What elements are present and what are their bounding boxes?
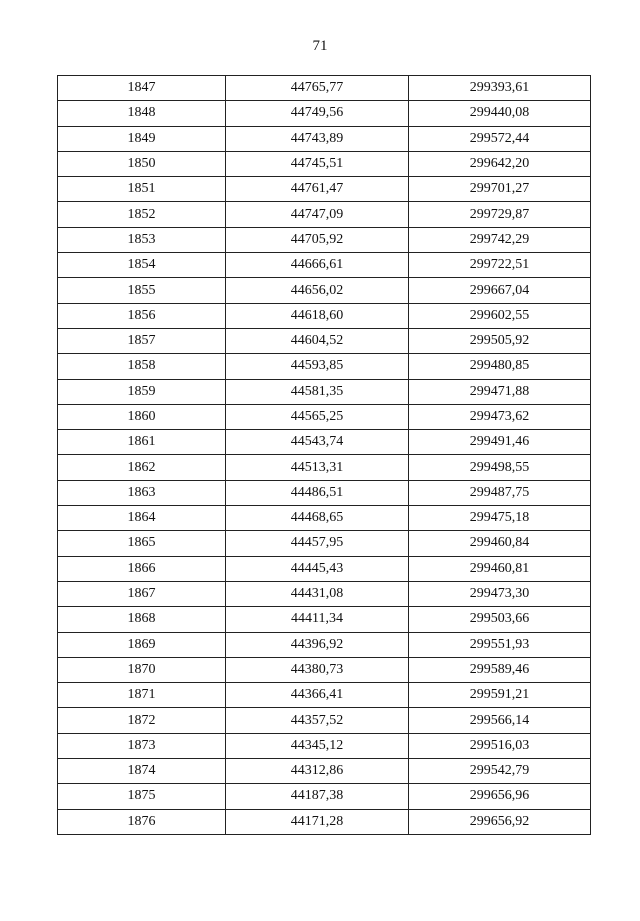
- x-coordinate-cell: 44445,43: [226, 556, 409, 581]
- x-coordinate-cell: 44513,31: [226, 455, 409, 480]
- x-coordinate-cell: 44187,38: [226, 784, 409, 809]
- x-coordinate-cell: 44396,92: [226, 632, 409, 657]
- point-number-cell: 1873: [58, 733, 226, 758]
- point-number-cell: 1851: [58, 177, 226, 202]
- y-coordinate-cell: 299471,88: [409, 379, 591, 404]
- x-coordinate-cell: 44366,41: [226, 683, 409, 708]
- y-coordinate-cell: 299742,29: [409, 227, 591, 252]
- table-row: [58, 784, 591, 809]
- y-coordinate-cell: 299722,51: [409, 253, 591, 278]
- point-number-cell: 1867: [58, 581, 226, 606]
- page-number: 71: [312, 38, 328, 54]
- y-coordinate-cell: 299440,08: [409, 101, 591, 126]
- x-coordinate-cell: 44656,02: [226, 278, 409, 303]
- table-row: [58, 581, 591, 606]
- y-coordinate-cell: 299656,92: [409, 809, 591, 834]
- y-coordinate-cell: 299516,03: [409, 733, 591, 758]
- y-coordinate-cell: 299542,79: [409, 759, 591, 784]
- x-coordinate-cell: 44543,74: [226, 430, 409, 455]
- coordinates-table-body: [58, 76, 591, 835]
- point-number-cell: 1861: [58, 430, 226, 455]
- table-row: [58, 202, 591, 227]
- table-row: [58, 657, 591, 682]
- point-number-cell: 1858: [58, 354, 226, 379]
- table-row: [58, 303, 591, 328]
- point-number-cell: 1863: [58, 480, 226, 505]
- x-coordinate-cell: 44765,77: [226, 76, 409, 101]
- point-number-cell: 1856: [58, 303, 226, 328]
- x-coordinate-cell: 44345,12: [226, 733, 409, 758]
- y-coordinate-cell: 299498,55: [409, 455, 591, 480]
- point-number-cell: 1849: [58, 126, 226, 151]
- point-number-cell: 1853: [58, 227, 226, 252]
- point-number-cell: 1869: [58, 632, 226, 657]
- x-coordinate-cell: 44618,60: [226, 303, 409, 328]
- x-coordinate-cell: 44747,09: [226, 202, 409, 227]
- x-coordinate-cell: 44486,51: [226, 480, 409, 505]
- x-coordinate-cell: 44411,34: [226, 607, 409, 632]
- point-number-cell: 1848: [58, 101, 226, 126]
- y-coordinate-cell: 299487,75: [409, 480, 591, 505]
- x-coordinate-cell: 44468,65: [226, 506, 409, 531]
- point-number-cell: 1864: [58, 506, 226, 531]
- y-coordinate-cell: 299460,81: [409, 556, 591, 581]
- y-coordinate-cell: 299729,87: [409, 202, 591, 227]
- table-row: [58, 379, 591, 404]
- x-coordinate-cell: 44593,85: [226, 354, 409, 379]
- y-coordinate-cell: 299589,46: [409, 657, 591, 682]
- x-coordinate-cell: 44581,35: [226, 379, 409, 404]
- point-number-cell: 1876: [58, 809, 226, 834]
- point-number-cell: 1865: [58, 531, 226, 556]
- point-number-cell: 1874: [58, 759, 226, 784]
- table-row: [58, 126, 591, 151]
- y-coordinate-cell: 299505,92: [409, 328, 591, 353]
- y-coordinate-cell: 299473,30: [409, 581, 591, 606]
- x-coordinate-cell: 44380,73: [226, 657, 409, 682]
- y-coordinate-cell: 299602,55: [409, 303, 591, 328]
- point-number-cell: 1852: [58, 202, 226, 227]
- table-row: [58, 404, 591, 429]
- point-number-cell: 1855: [58, 278, 226, 303]
- point-number-cell: 1868: [58, 607, 226, 632]
- table-row: [58, 278, 591, 303]
- x-coordinate-cell: 44745,51: [226, 151, 409, 176]
- point-number-cell: 1872: [58, 708, 226, 733]
- x-coordinate-cell: 44565,25: [226, 404, 409, 429]
- table-row: [58, 480, 591, 505]
- y-coordinate-cell: 299480,85: [409, 354, 591, 379]
- table-row: [58, 455, 591, 480]
- table-row: [58, 708, 591, 733]
- table-row: [58, 101, 591, 126]
- point-number-cell: 1866: [58, 556, 226, 581]
- x-coordinate-cell: 44749,56: [226, 101, 409, 126]
- x-coordinate-cell: 44457,95: [226, 531, 409, 556]
- x-coordinate-cell: 44357,52: [226, 708, 409, 733]
- x-coordinate-cell: 44431,08: [226, 581, 409, 606]
- y-coordinate-cell: 299656,96: [409, 784, 591, 809]
- table-row: [58, 733, 591, 758]
- table-row: [58, 556, 591, 581]
- x-coordinate-cell: 44171,28: [226, 809, 409, 834]
- x-coordinate-cell: 44743,89: [226, 126, 409, 151]
- y-coordinate-cell: 299393,61: [409, 76, 591, 101]
- table-row: [58, 607, 591, 632]
- table-row: [58, 328, 591, 353]
- point-number-cell: 1860: [58, 404, 226, 429]
- table-row: [58, 253, 591, 278]
- y-coordinate-cell: 299503,66: [409, 607, 591, 632]
- coordinates-table: [57, 75, 591, 835]
- table-row: [58, 430, 591, 455]
- y-coordinate-cell: 299551,93: [409, 632, 591, 657]
- y-coordinate-cell: 299667,04: [409, 278, 591, 303]
- y-coordinate-cell: 299460,84: [409, 531, 591, 556]
- y-coordinate-cell: 299491,46: [409, 430, 591, 455]
- table-row: [58, 632, 591, 657]
- x-coordinate-cell: 44604,52: [226, 328, 409, 353]
- point-number-cell: 1871: [58, 683, 226, 708]
- y-coordinate-cell: 299642,20: [409, 151, 591, 176]
- point-number-cell: 1859: [58, 379, 226, 404]
- y-coordinate-cell: 299591,21: [409, 683, 591, 708]
- table-row: [58, 759, 591, 784]
- table-row: [58, 809, 591, 834]
- point-number-cell: 1862: [58, 455, 226, 480]
- point-number-cell: 1875: [58, 784, 226, 809]
- table-row: [58, 76, 591, 101]
- x-coordinate-cell: 44761,47: [226, 177, 409, 202]
- y-coordinate-cell: 299566,14: [409, 708, 591, 733]
- table-row: [58, 531, 591, 556]
- x-coordinate-cell: 44705,92: [226, 227, 409, 252]
- table-row: [58, 683, 591, 708]
- point-number-cell: 1857: [58, 328, 226, 353]
- table-row: [58, 151, 591, 176]
- x-coordinate-cell: 44666,61: [226, 253, 409, 278]
- table-row: [58, 506, 591, 531]
- x-coordinate-cell: 44312,86: [226, 759, 409, 784]
- table-row: [58, 177, 591, 202]
- y-coordinate-cell: 299572,44: [409, 126, 591, 151]
- point-number-cell: 1854: [58, 253, 226, 278]
- table-row: [58, 354, 591, 379]
- point-number-cell: 1847: [58, 76, 226, 101]
- table-row: [58, 227, 591, 252]
- y-coordinate-cell: 299701,27: [409, 177, 591, 202]
- y-coordinate-cell: 299475,18: [409, 506, 591, 531]
- point-number-cell: 1870: [58, 657, 226, 682]
- y-coordinate-cell: 299473,62: [409, 404, 591, 429]
- point-number-cell: 1850: [58, 151, 226, 176]
